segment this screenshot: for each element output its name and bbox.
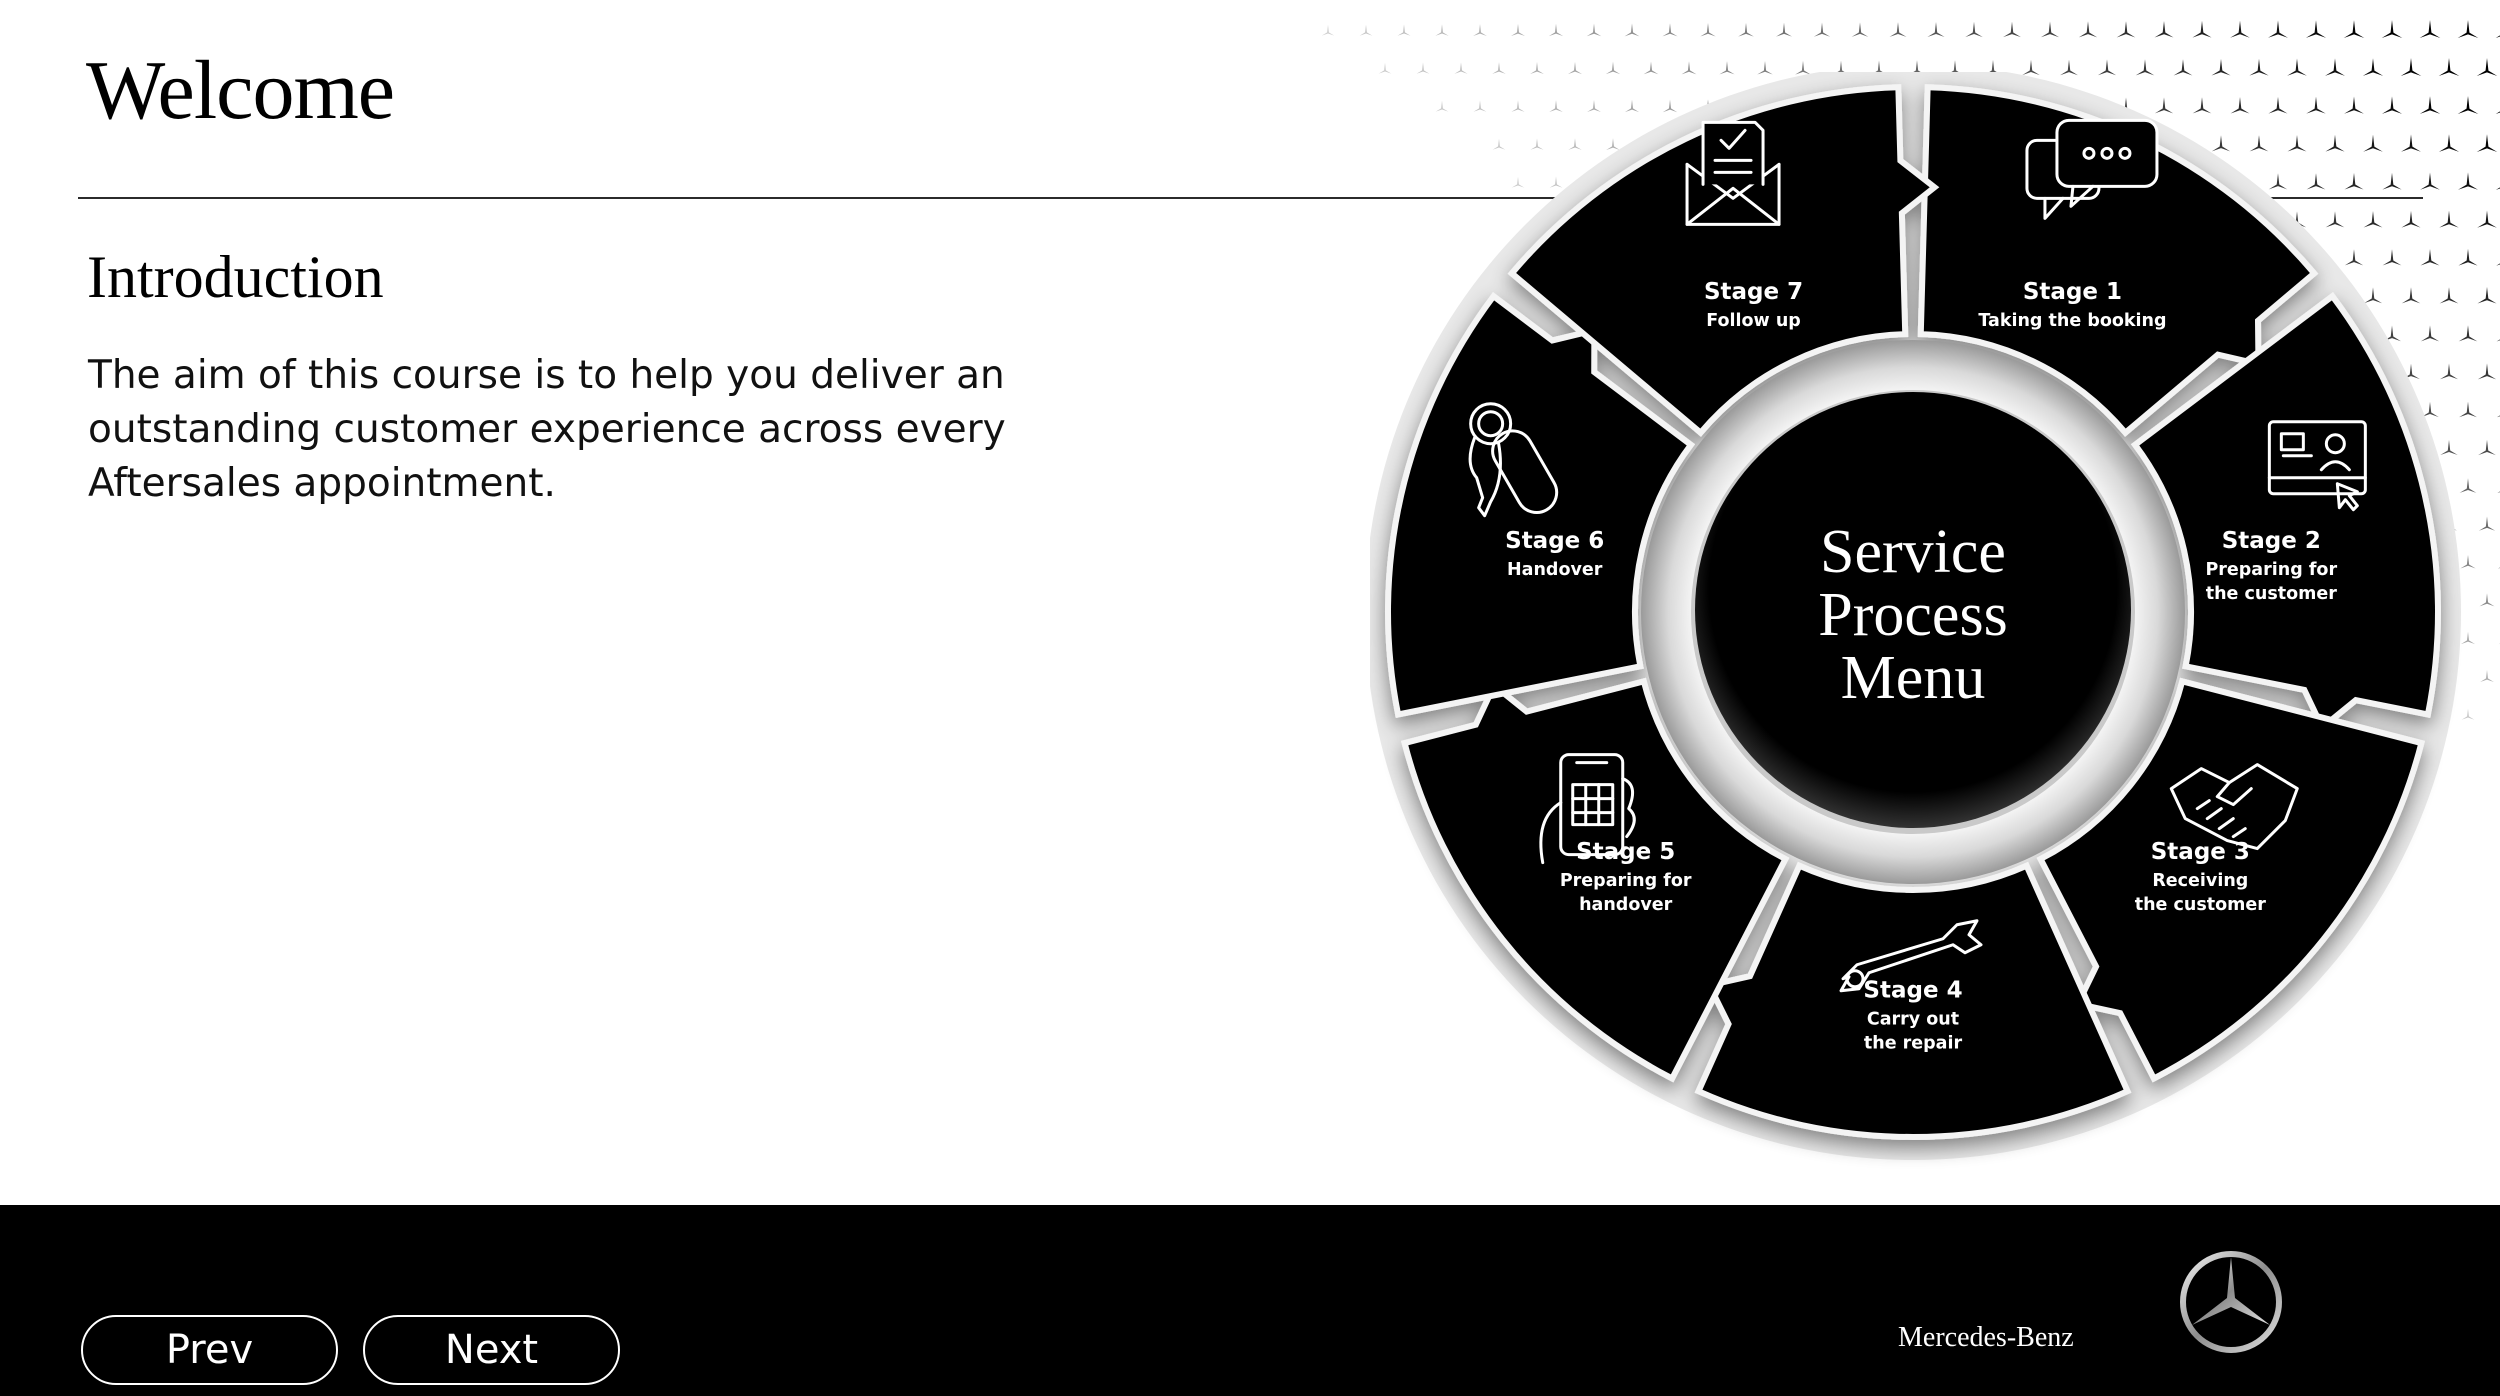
stage-5-label: Stage 5 — [1576, 839, 1676, 866]
hub-label-line-3: Menu — [1840, 644, 1986, 712]
stage-4-description: Carry out — [1866, 1009, 1960, 1030]
stage-1-label: Stage 1 — [2022, 278, 2123, 305]
stage-3-description: Receiving — [2152, 871, 2249, 892]
brand-wordmark: Mercedes-Benz — [1898, 1322, 2074, 1353]
page-title: Welcome — [86, 44, 395, 137]
stage-2-description: Preparing for — [2205, 560, 2338, 581]
stage-5-description: Preparing for — [1559, 871, 1692, 892]
stage-1-description: Taking the booking — [1978, 310, 2167, 331]
stage-6-label: Stage 6 — [1505, 528, 1605, 555]
section-title: Introduction — [87, 244, 384, 310]
hub-label-line-1: Service — [1820, 518, 2006, 586]
stage-5-description: handover — [1579, 895, 1673, 916]
stage-2-label: Stage 2 — [2221, 528, 2321, 555]
stage-7-description: Follow up — [1706, 310, 1801, 331]
stage-6-description: Handover — [1507, 560, 1603, 581]
intro-text: The aim of this course is to help you deliver an outstanding customer experience across every Aftersales appointment. — [88, 353, 1006, 506]
three-pointed-star-icon — [2178, 1249, 2284, 1355]
hub-label-line-2: Process — [1818, 581, 2008, 649]
footer-bar — [0, 1205, 2500, 1396]
stage-3-label: Stage 3 — [2150, 839, 2250, 866]
stage-2-description: the customer — [2205, 584, 2337, 605]
next-button[interactable]: Next — [363, 1315, 620, 1385]
stage-3-description: the customer — [2134, 895, 2266, 916]
service-process-menu — [1370, 72, 2470, 1182]
stage-4-label: Stage 4 — [1863, 977, 1963, 1004]
stage-4-description: the repair — [1863, 1033, 1963, 1054]
stage-7-label: Stage 7 — [1703, 278, 1804, 305]
prev-button[interactable]: Prev — [81, 1315, 338, 1385]
